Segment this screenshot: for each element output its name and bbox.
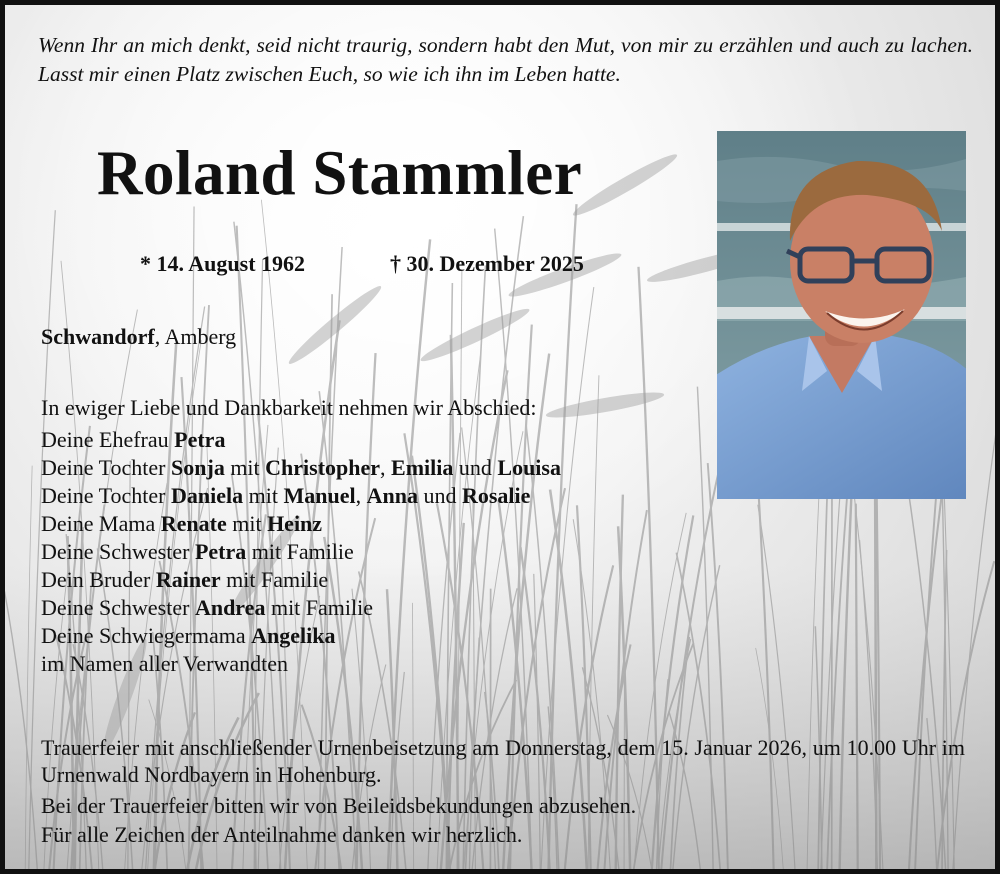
place-secondary: Amberg: [164, 324, 237, 349]
mourner-text: mit: [224, 455, 266, 480]
mourner-line: [41, 538, 561, 566]
mourner-text: ,: [355, 483, 367, 508]
mourner-name: Anna: [366, 483, 418, 508]
mourner-line: [41, 454, 561, 482]
mourner-name: Louisa: [497, 455, 561, 480]
mourner-text: Deine Ehefrau: [41, 427, 175, 452]
mourner-name: Daniela: [171, 483, 244, 508]
mourner-line: [41, 650, 561, 678]
mourner-name: Sonja: [171, 455, 225, 480]
mourner-name: Renate: [160, 511, 227, 536]
mourner-name: Petra: [174, 427, 226, 452]
mourner-text: Deine Mama: [41, 511, 161, 536]
text-layer: [5, 5, 995, 869]
memorial-verse: Wenn Ihr an mich denkt, seid nicht traurig, sondern habt den Mut, von mir zu erzählen und auch zu lachen. Lasst mir einen Platz zwischen Euch, so wie ich ihn im Leben hatte.: [38, 33, 973, 86]
mourner-text: mit Familie: [265, 595, 374, 620]
mourner-line: [41, 594, 561, 622]
place-main: Schwandorf: [41, 324, 155, 349]
mourner-line: [41, 510, 561, 538]
thanks-line: Für alle Zeichen der Anteilnahme danken wir herzlich.: [41, 822, 523, 847]
mourner-name: Manuel: [283, 483, 356, 508]
mourner-name: Petra: [194, 539, 247, 564]
mourner-text: und: [417, 483, 462, 508]
mourner-text: mit: [226, 511, 268, 536]
mourner-name: Christopher: [265, 455, 381, 480]
mourner-text: Deine Schwester: [41, 595, 195, 620]
birth-date: * 14. August 1962: [140, 251, 306, 276]
mourner-text: Dein Bruder: [41, 567, 156, 592]
mourner-text: im Namen aller Verwandten: [41, 651, 289, 676]
place-line: [41, 322, 236, 352]
mourner-text: mit Familie: [246, 539, 354, 564]
deceased-name: Roland Stammler: [97, 138, 583, 208]
mourner-name: Andrea: [194, 595, 266, 620]
mourner-text: und: [453, 455, 498, 480]
condolence-request: Bei der Trauerfeier bitten wir von Beileidsbekundungen abzusehen.: [41, 793, 637, 818]
mourner-text: Deine Schwester: [41, 539, 195, 564]
mourners-list: [41, 426, 561, 678]
place-separator: ,: [154, 324, 165, 349]
mourner-text: Deine Tochter: [41, 483, 172, 508]
mourner-line: [41, 482, 561, 510]
mourner-text: Deine Schwiegermama: [41, 623, 252, 648]
mourner-name: Emilia: [391, 455, 454, 480]
mourner-line: [41, 426, 561, 454]
mourner-text: mit Familie: [220, 567, 329, 592]
mourner-name: Heinz: [267, 511, 323, 536]
farewell-intro: In ewiger Liebe und Dankbarkeit nehmen wir Abschied:: [41, 395, 537, 420]
mourner-name: Angelika: [251, 623, 336, 648]
mourner-name: Rainer: [155, 567, 221, 592]
death-date: † 30. Dezember 2025: [390, 251, 584, 276]
mourner-text: Deine Tochter: [41, 455, 172, 480]
mourner-line: [41, 622, 561, 650]
ceremony-info: Trauerfeier mit anschließender Urnenbeisetzung am Donnerstag, dem 15. Januar 2026, um 10.00 Uhr im Urnenwald Nordbayern in Hohenburg.: [41, 735, 965, 787]
mourner-name: Rosalie: [461, 483, 531, 508]
mourner-line: [41, 566, 561, 594]
mourner-text: ,: [380, 455, 392, 480]
mourner-text: mit: [243, 483, 284, 508]
